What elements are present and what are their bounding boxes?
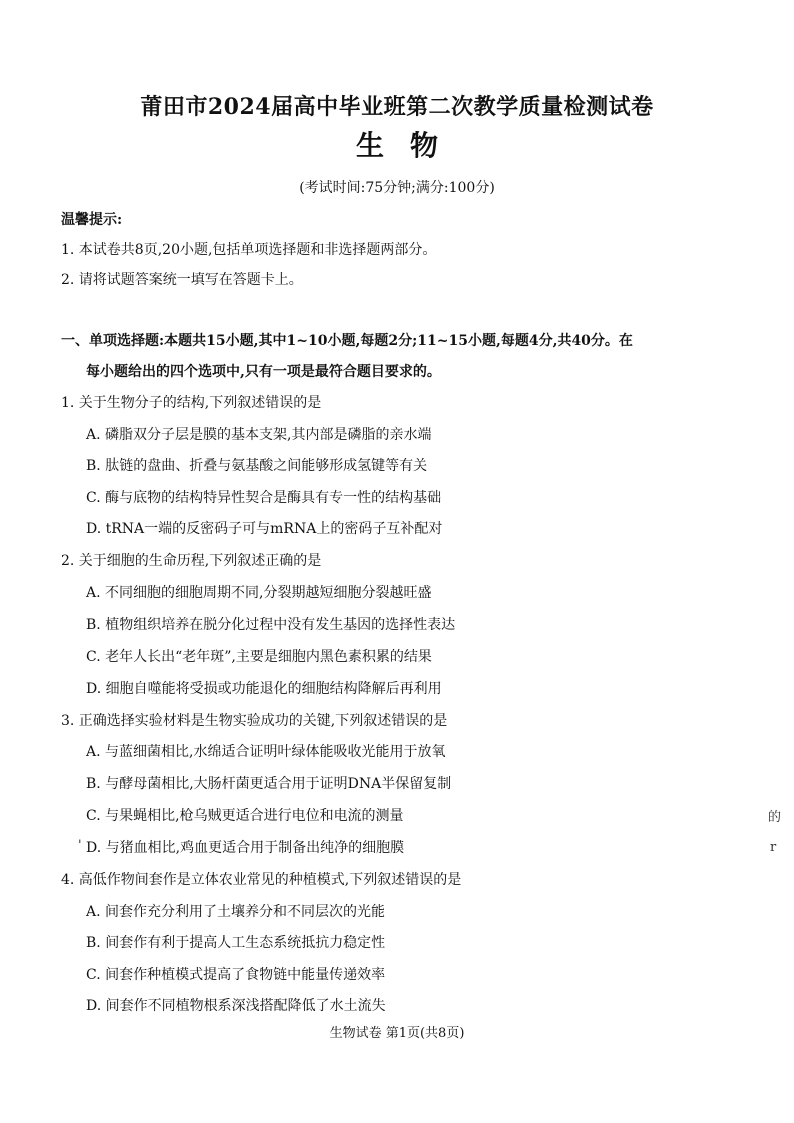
section-heading-line2: 每小题给出的四个选项中,只有一项是最符合题目要求的。: [86, 364, 441, 380]
section-heading-line1: 一、单项选择题:本题共15小题,其中1~10小题,每题2分;11~15小题,每题4分,共40分。在: [61, 333, 633, 349]
page-footer: 生物试卷 第1页(共8页): [329, 1026, 465, 1041]
question-1-stem: 1. 关于生物分子的结构,下列叙述错误的是: [61, 395, 322, 411]
question-1-option-a: A. 磷脂双分子层是膜的基本支架,其内部是磷脂的亲水端: [86, 427, 432, 443]
tips-heading: 温馨提示:: [61, 212, 123, 228]
question-1-option-c: C. 酶与底物的结构特异性契合是酶具有专一性的结构基础: [86, 490, 442, 506]
question-4-option-b: B. 间套作有利于提高人工生态系统抵抗力稳定性: [86, 935, 386, 951]
question-1-option-b: B. 肽链的盘曲、折叠与氨基酸之间能够形成氢键等有关: [86, 458, 428, 474]
exam-title: 莆田市2024届高中毕业班第二次教学质量检测试卷: [140, 94, 654, 120]
question-4-option-a: A. 间套作充分利用了土壤养分和不同层次的光能: [86, 904, 386, 920]
question-2-option-c: C. 老年人长出“老年斑”,主要是细胞内黑色素积累的结果: [86, 649, 432, 665]
scan-edge-mark: r: [770, 840, 777, 855]
tip-item-2: 2. 请将试题答案统一填写在答题卡上。: [61, 272, 303, 288]
question-4-stem: 4. 高低作物间套作是立体农业常见的种植模式,下列叙述错误的是: [61, 872, 462, 888]
question-3-stem: 3. 正确选择实验材料是生物实验成功的关键,下列叙述错误的是: [61, 713, 448, 729]
question-2-stem: 2. 关于细胞的生命历程,下列叙述正确的是: [61, 553, 322, 569]
scan-edge-mark: 的: [768, 810, 782, 825]
question-2-option-b: B. 植物组织培养在脱分化过程中没有发生基因的选择性表达: [86, 617, 456, 633]
question-4-option-d: D. 间套作不同植物根系深浅搭配降低了水土流失: [86, 998, 386, 1014]
question-4-option-c: C. 间套作种植模式提高了食物链中能量传递效率: [86, 967, 386, 983]
question-2-option-a: A. 不同细胞的细胞周期不同,分裂期越短细胞分裂越旺盛: [86, 585, 432, 601]
question-1-option-d: D. tRNA一端的反密码子可与mRNA上的密码子互补配对: [86, 521, 443, 537]
exam-time-info: (考试时间:75分钟;满分:100分): [299, 180, 495, 196]
scan-edge-mark: ': [78, 838, 82, 853]
tip-item-1: 1. 本试卷共8页,20小题,包括单项选择题和非选择题两部分。: [61, 242, 437, 258]
question-3-option-d: D. 与猪血相比,鸡血更适合用于制备出纯净的细胞膜: [86, 840, 405, 856]
subject-title: 生物: [355, 129, 464, 162]
question-3-option-a: A. 与蓝细菌相比,水绵适合证明叶绿体能吸收光能用于放氧: [86, 744, 446, 760]
question-3-option-b: B. 与酵母菌相比,大肠杆菌更适合用于证明DNA半保留复制: [86, 776, 452, 792]
question-3-option-c: C. 与果蝇相比,枪乌贼更适合进行电位和电流的测量: [86, 808, 404, 824]
question-2-option-d: D. 细胞自噬能将受损或功能退化的细胞结构降解后再利用: [86, 681, 442, 697]
